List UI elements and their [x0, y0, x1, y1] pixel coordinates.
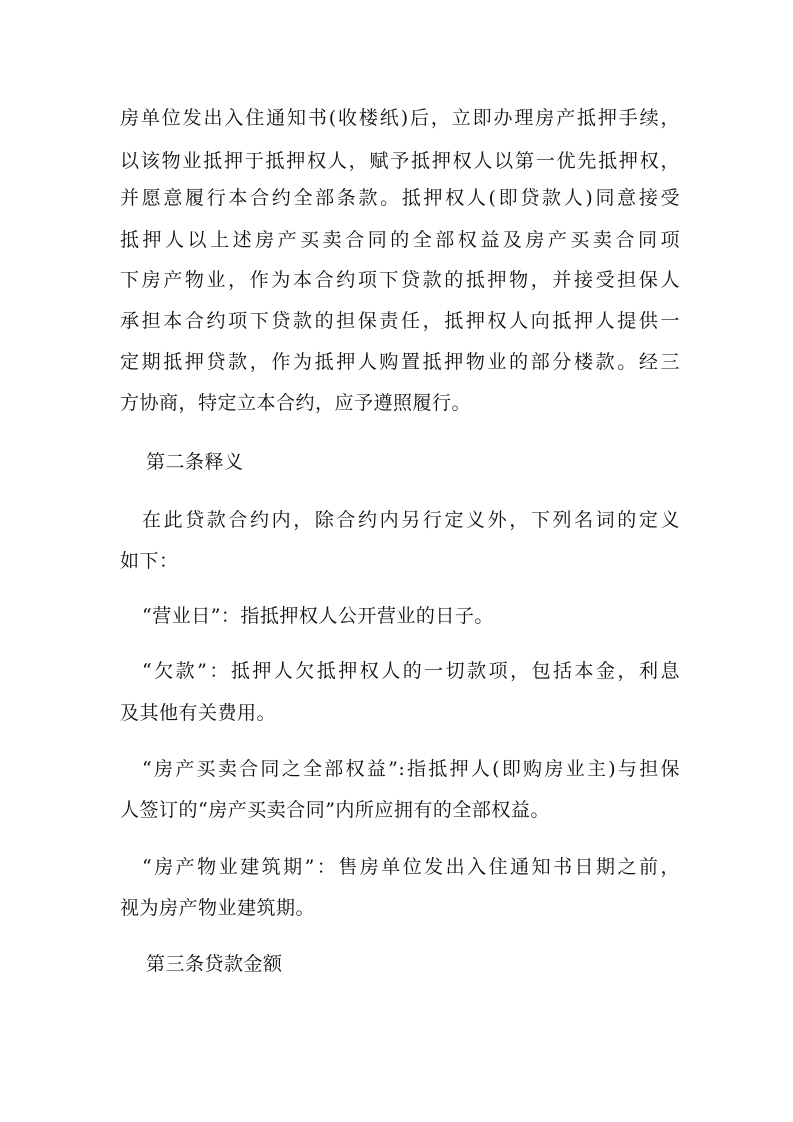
- definition-rights-line: 人签订的“房产买卖合同”内所应拥有的全部权益。: [120, 799, 550, 821]
- definition-construction-line: 视为房产物业建筑期。: [120, 897, 316, 919]
- definition-construction-line: “房产物业建筑期”：售房单位发出入住通知书日期之前，: [142, 856, 680, 878]
- paragraph-line: 承担本合约项下贷款的担保责任，抵押权人向抵押人提供一: [120, 310, 680, 332]
- definition-business-day: “营业日”：指抵押权人公开营业的日子。: [142, 605, 494, 627]
- paragraph-line: 并愿意履行本合约全部条款。抵押权人(即贷款人)同意接受: [120, 187, 680, 209]
- definitions-intro-line: 如下：: [120, 550, 179, 572]
- paragraph-line: 以该物业抵押于抵押权人，赋予抵押权人以第一优先抵押权，: [120, 150, 680, 172]
- definition-debt-line: “欠款”：抵押人欠抵押权人的一切款项，包括本金，利息: [142, 660, 680, 682]
- paragraph-line: 方协商，特定立本合约，应予遵照履行。: [120, 392, 472, 414]
- paragraph-line: 抵押人以上述房产买卖合同的全部权益及房产买卖合同项: [120, 229, 680, 251]
- definition-rights-line: “房产买卖合同之全部权益”:指抵押人(即购房业主)与担保: [142, 758, 680, 780]
- article-2-heading: 第二条释义: [146, 451, 244, 473]
- paragraph-line: 房单位发出入住通知书(收楼纸)后，立即办理房产抵押手续，: [120, 107, 680, 129]
- definition-debt-line: 及其他有关费用。: [120, 702, 277, 724]
- definitions-intro-line: 在此贷款合约内，除合约内另行定义外，下列名词的定义: [142, 509, 680, 531]
- paragraph-line: 定期抵押贷款，作为抵押人购置抵押物业的部分楼款。经三: [120, 351, 680, 373]
- article-3-heading: 第三条贷款金额: [146, 953, 283, 975]
- paragraph-line: 下房产物业，作为本合约项下贷款的抵押物，并接受担保人: [120, 269, 680, 291]
